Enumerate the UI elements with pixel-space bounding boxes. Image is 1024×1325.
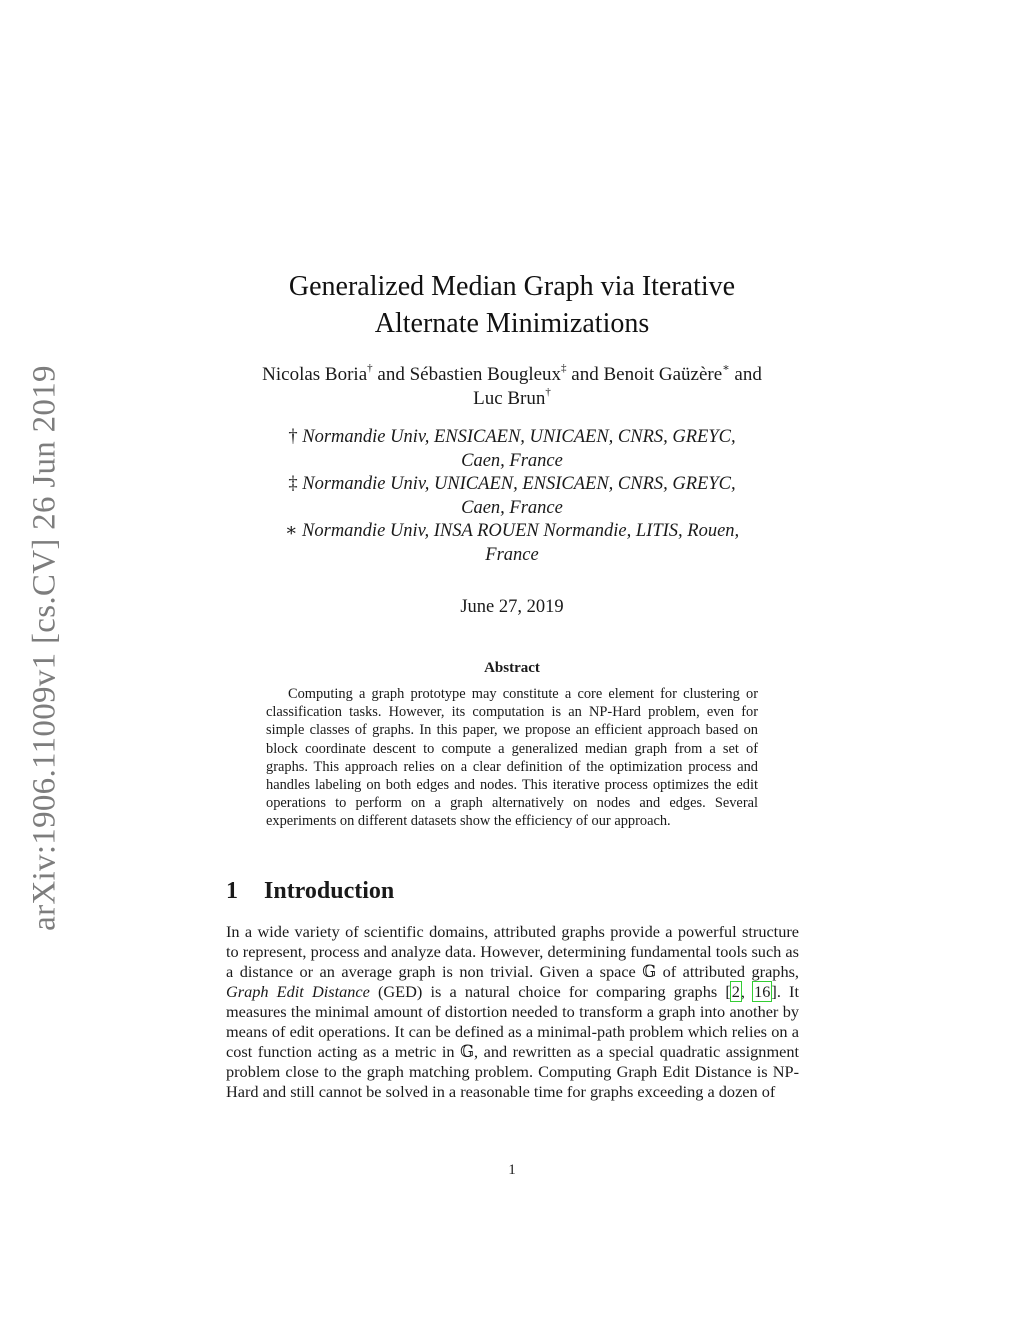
author-separator: and xyxy=(729,364,762,385)
paper-title xyxy=(0,268,1024,342)
affiliation-mark: ‡ xyxy=(561,361,567,374)
author-line-1 xyxy=(0,363,1024,387)
author-list xyxy=(0,363,1024,411)
section-number: 1 xyxy=(226,878,238,904)
title-line-1: Generalized Median Graph via Iterative xyxy=(288,271,736,302)
affiliation-list xyxy=(0,426,1024,567)
citation-link[interactable]: 16 xyxy=(754,982,771,1001)
affiliation-mark: † xyxy=(367,361,373,374)
affiliation-mark: † xyxy=(545,385,551,398)
author-line-2 xyxy=(0,387,1024,411)
affiliation-line: Caen, France xyxy=(461,497,563,518)
affiliation-line: France xyxy=(485,544,539,565)
introduction-paragraph xyxy=(226,922,799,1102)
abstract-heading: Abstract xyxy=(484,660,540,676)
publication-date: June 27, 2019 xyxy=(460,597,564,617)
title-line-2: Alternate Minimizations xyxy=(374,308,650,339)
affiliation-line: Normandie Univ, ENSICAEN, UNICAEN, CNRS, GREYC, xyxy=(302,427,736,447)
affiliation-symbol: ‡ xyxy=(288,474,298,494)
abstract-text: Computing a graph prototype may constitute a core element for clustering or classification tasks. However, its computation is an NP-Hard problem, even for simple classes of graphs. In this paper, we propose an efficient approach based on block coordinate descent to compute a generalized median graph from a set of graphs. This approach relies on a clear definition of the optimization process and handles labeling on both edges and nodes. This iterative process optimizes the edit operations to perform on a graph alternatively on nodes and edges. Several experiments on different datasets show the efficiency of our approach. xyxy=(266,686,758,830)
page-number: 1 xyxy=(508,1162,516,1178)
author-separator: and xyxy=(372,364,410,385)
affiliation-mark: ∗ xyxy=(722,361,730,374)
affiliation-line: Normandie Univ, INSA ROUEN Normandie, LITIS, Rouen, xyxy=(302,521,740,541)
author-name: Benoit Gaüzère xyxy=(603,364,723,385)
affiliation-symbol: † xyxy=(288,427,298,447)
section-title: Introduction xyxy=(264,878,395,904)
affiliation-line: Caen, France xyxy=(461,450,563,471)
author-name: Luc Brun xyxy=(473,388,546,409)
intro-emphasis: Graph Edit Distance xyxy=(226,982,370,1001)
affiliation-item xyxy=(0,520,1024,544)
author-name: Sébastien Bougleux xyxy=(409,364,562,385)
author-name: Nicolas Boria xyxy=(262,364,368,385)
citation-link[interactable]: 2 xyxy=(731,982,740,1001)
affiliation-item xyxy=(0,426,1024,450)
author-separator: and xyxy=(566,364,604,385)
section-heading xyxy=(226,878,394,905)
affiliation-line: Normandie Univ, UNICAEN, ENSICAEN, CNRS, GREYC, xyxy=(302,474,736,494)
affiliation-item xyxy=(0,473,1024,497)
intro-text: (GED) is a natural choice for comparing graphs [ xyxy=(369,982,731,1001)
intro-text: ]. It measures the minimal amount of distortion needed to transform a graph into another by means of edit operations. It can be defined as a minimal-path problem which relies on a cost function acting as a metric in 𝔾, and rewritten as a special quadratic assignment problem close to the graph matching problem. Computing Graph Edit Distance is NP-Hard and still cannot be solved in a reasonable time for graphs exceeding a dozen of xyxy=(226,982,799,1101)
citation-separator: , xyxy=(740,982,754,1001)
intro-text: In a wide variety of scientific domains, attributed graphs provide a powerful structure to represent, process and analyze data. However, determining fundamental tools such as a distance or an average graph is non trivial. Given a space 𝔾 of attributed graphs, xyxy=(226,922,799,981)
affiliation-symbol: ∗ xyxy=(284,521,298,541)
arxiv-identifier-stamp: arXiv:1906.11009v1 [cs.CV] 26 Jun 2019 xyxy=(26,365,63,931)
